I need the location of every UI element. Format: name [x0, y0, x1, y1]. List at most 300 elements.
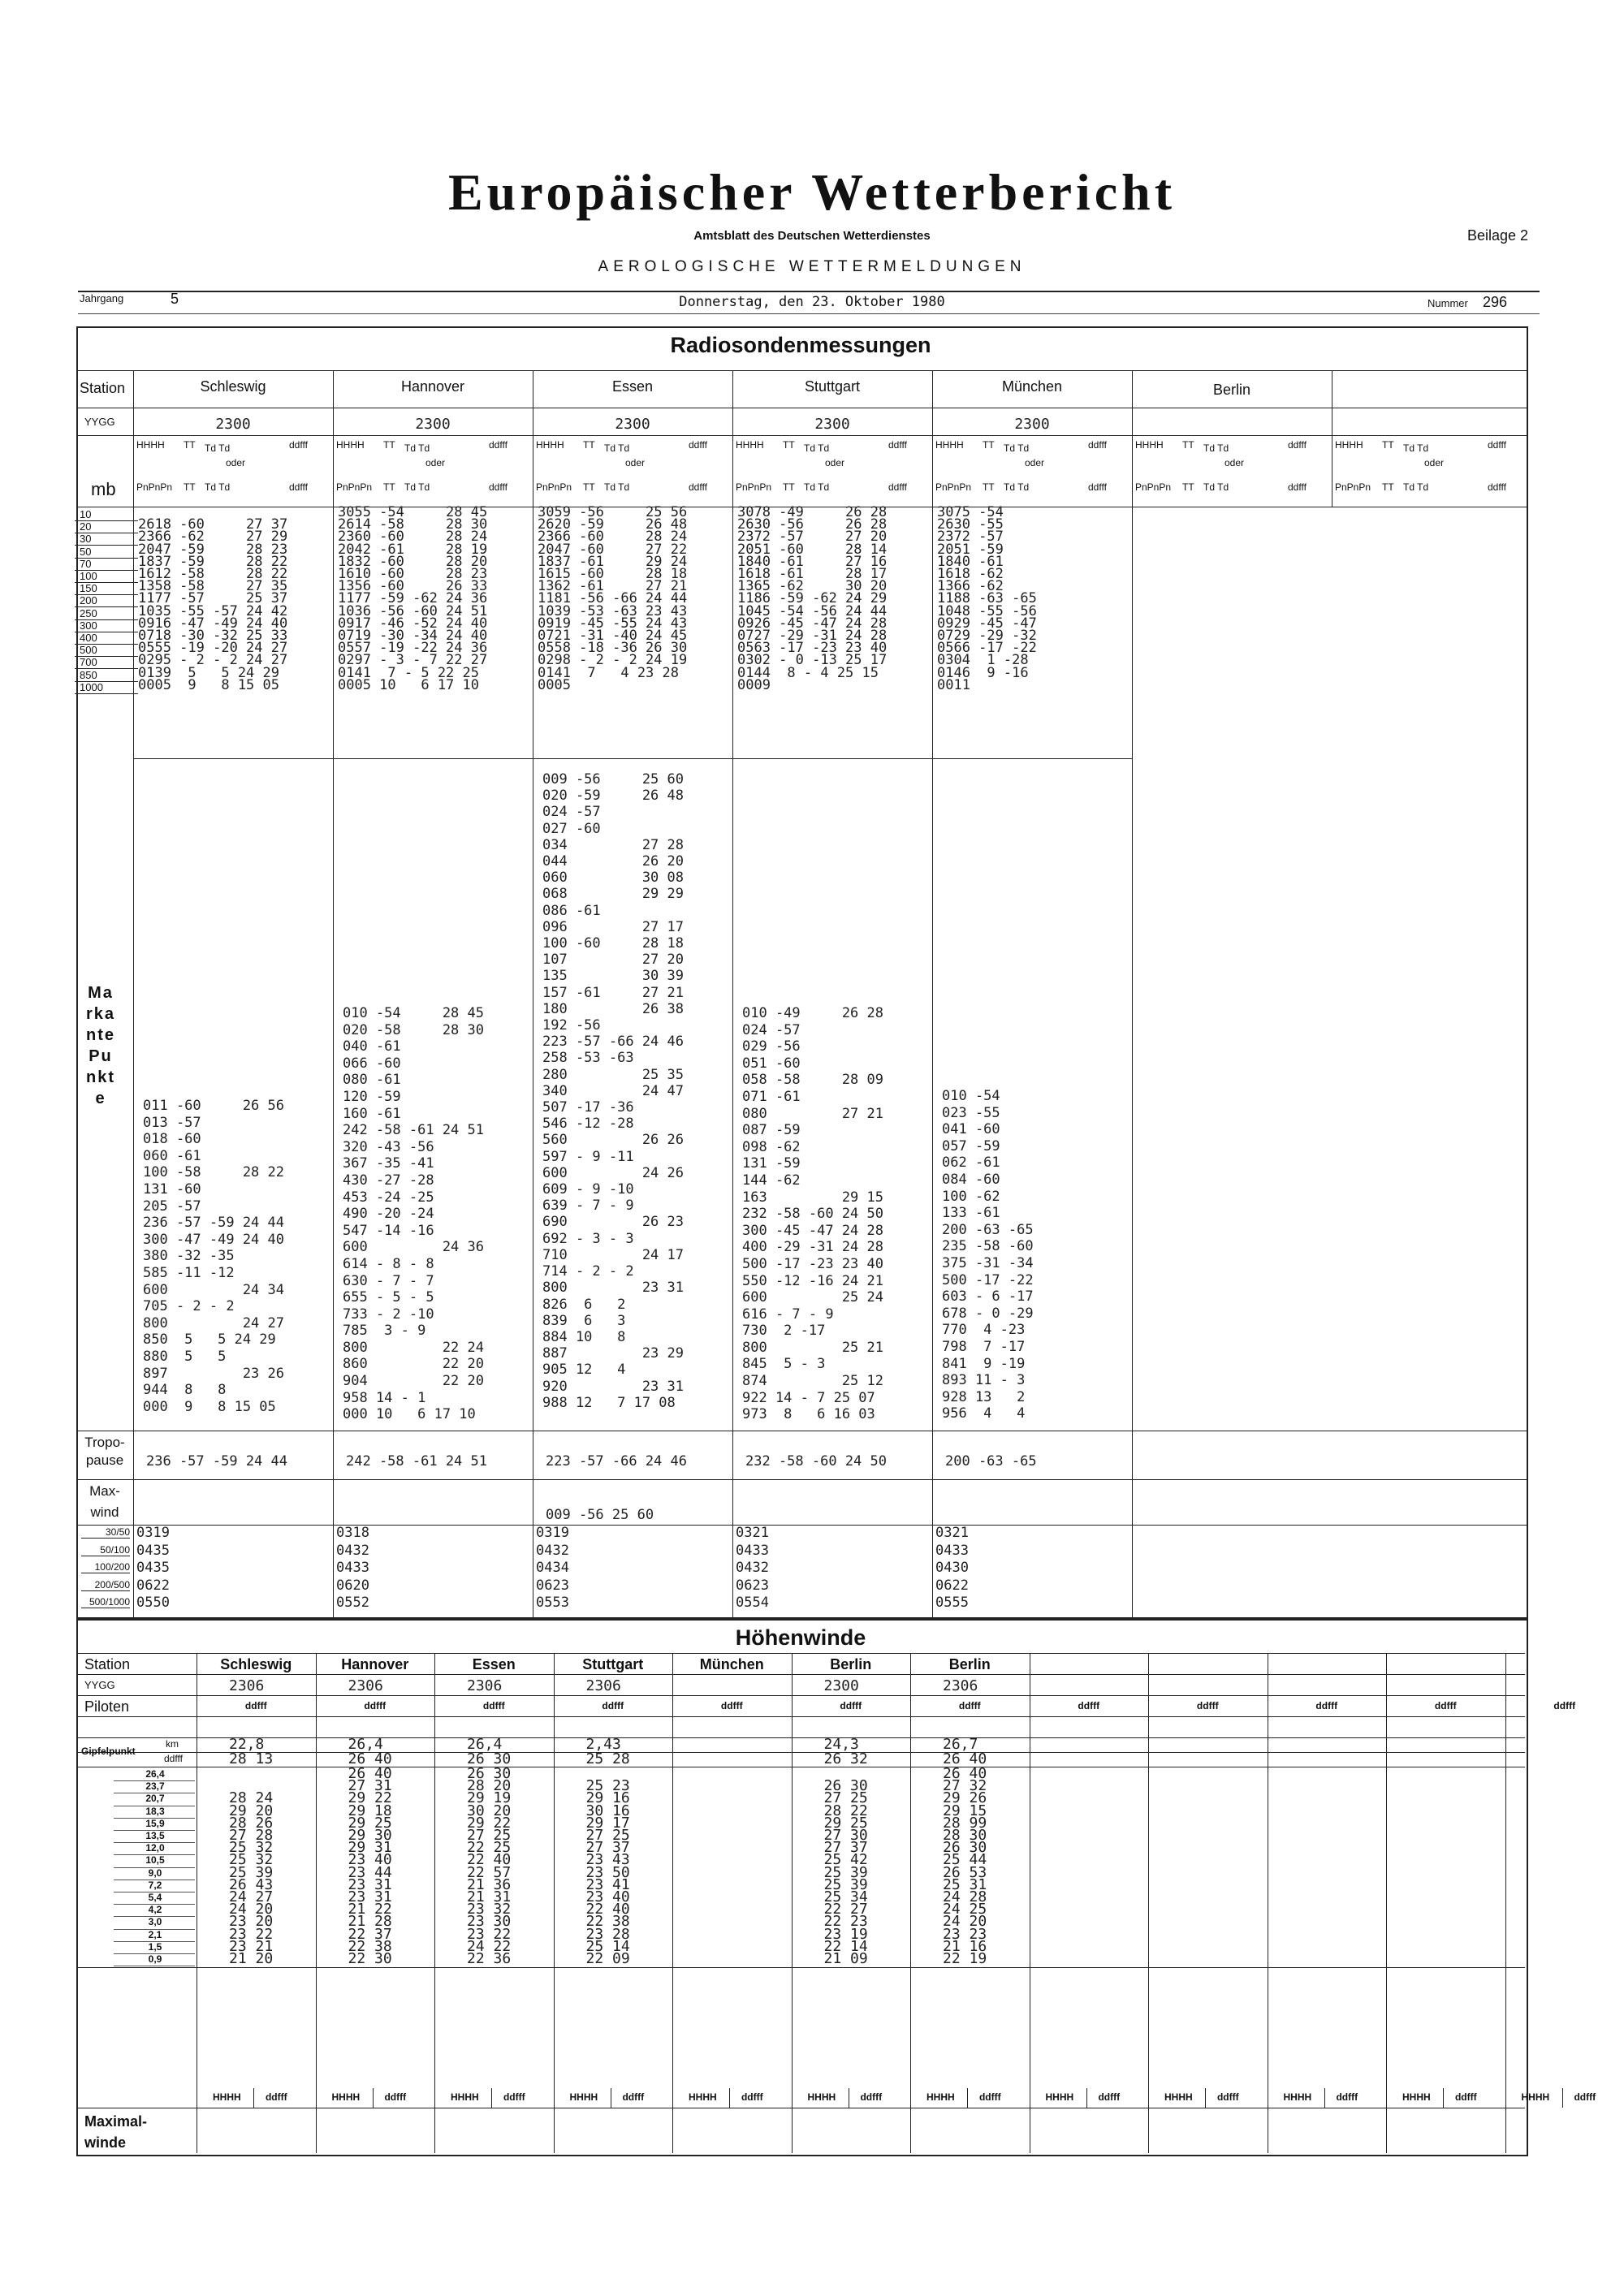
volume-value: 5	[171, 291, 179, 307]
hw-wind: 23 43	[585, 1851, 630, 1869]
rule	[76, 435, 1527, 436]
hw-wind: 22 36	[467, 1950, 512, 1967]
layers-stuttgart: 0321 0433 0432 0623 0554	[736, 1525, 769, 1612]
hw-wind: 23 31	[348, 1875, 392, 1893]
km-level: 18,3	[145, 1805, 165, 1817]
hw-wind: 26 30	[943, 1839, 987, 1857]
hw-wind: 23 28	[585, 1925, 630, 1943]
colhdr-ddfff: ddfff	[1288, 481, 1307, 493]
colhdr-ppp: PnPnPn	[736, 481, 772, 493]
hw-gipfel-dd: 26 32	[823, 1750, 868, 1767]
hw-wind: 24 28	[943, 1888, 987, 1905]
mb-level: 70	[75, 558, 138, 571]
hw-station: München	[699, 1656, 764, 1672]
mb-level: 30	[75, 533, 138, 546]
col-rule	[1205, 2088, 1206, 2108]
station-muenchen: München	[1001, 378, 1063, 395]
mb-level: 150	[75, 582, 138, 595]
hw-wind: 28 22	[823, 1802, 868, 1819]
hw-wind: 25 42	[823, 1851, 868, 1869]
hw-max-hhhh: HHHH	[451, 2091, 479, 2103]
hw-wind: 22 40	[585, 1901, 630, 1918]
hw-max-hhhh: HHHH	[569, 2091, 598, 2103]
colhdr-tdtd: Td Td	[1004, 442, 1030, 454]
colhdr-ddfff: ddfff	[1288, 439, 1307, 451]
hw-wind: 29 20	[229, 1802, 274, 1819]
hw-max-ddfff: ddfff	[1336, 2091, 1358, 2103]
hw-wind: 21 28	[348, 1913, 392, 1931]
col-rule	[1324, 2088, 1325, 2108]
colhdr-oder: oder	[1025, 457, 1045, 468]
col-rule	[333, 370, 334, 1617]
mb-level: 10	[75, 508, 138, 521]
colhdr-tt: TT	[983, 481, 995, 493]
hw-maximal-label: Maximal-winde	[84, 2113, 148, 2151]
col-rule	[792, 1653, 793, 2153]
colhdr-ppp: PnPnPn	[1135, 481, 1172, 493]
colhdr-tt: TT	[184, 439, 196, 451]
yygg-label: YYGG	[84, 416, 115, 428]
number-value: 296	[1483, 294, 1508, 310]
hw-wind: 23 30	[467, 1913, 512, 1931]
colhdr-tt: TT	[583, 481, 595, 493]
hw-wind: 27 25	[467, 1827, 512, 1844]
hw-wind: 29 16	[585, 1789, 630, 1807]
hw-wind: 21 22	[348, 1901, 392, 1918]
colhdr-hhhh: HHHH	[935, 439, 964, 451]
header-rule-2	[78, 313, 1540, 314]
km-level: 4,2	[148, 1904, 162, 1916]
hw-wind: 30 20	[467, 1802, 512, 1819]
hw-max-ddfff: ddfff	[503, 2091, 525, 2103]
colhdr-tt: TT	[383, 439, 395, 451]
station-stuttgart: Stuttgart	[804, 378, 861, 395]
hw-wind: 29 17	[585, 1814, 630, 1832]
hw-station: Stuttgart	[582, 1656, 644, 1672]
hw-wind: 28 20	[467, 1777, 512, 1795]
colhdr-tt: TT	[1382, 481, 1394, 493]
col-rule	[1443, 2088, 1444, 2108]
mb-level: 250	[75, 607, 138, 620]
colhdr-oder: oder	[825, 457, 845, 468]
colhdr-tdtd: Td Td	[1203, 442, 1229, 454]
hw-piloten-ddfff: ddfff	[958, 1700, 981, 1711]
hw-wind: 23 40	[585, 1888, 630, 1905]
rule	[133, 758, 1132, 759]
std-levels-hannover: 3055 -54 28 45 2614 -58 28 30 2360 -60 28 24 2042 -61 28 19 1832 -60 28 20 1610 -60 28 23 1356 -60 26 33 1177 -59 -62 24 36 1036 -56 -60 24 51 0917 -46 -52 24 40 0719 -30 -34 24 40 0557 -19 -22 24 36 0297 - 3 - 7 22 27 0141 7 - 5 22 25 0005 10 6 17 10	[338, 504, 488, 693]
hw-piloten-ddfff: ddfff	[1434, 1700, 1457, 1711]
rule	[78, 1967, 1525, 1968]
colhdr-ddfff: ddfff	[489, 481, 508, 493]
time-stuttgart: 2300	[814, 416, 850, 433]
km-level: 9,0	[148, 1867, 162, 1879]
rule	[76, 1525, 1527, 1526]
hw-wind: 22 30	[348, 1950, 392, 1967]
colhdr-ddfff: ddfff	[888, 481, 907, 493]
hw-wind: 22 25	[467, 1839, 512, 1857]
markante-schleswig: 011 -60 26 56 013 -57 018 -60 060 -61 100 -58 28 22 131 -60 205 -57 236 -57 -59 24 44 300 -47 -49 24 40 380 -32 -35 585 -11 -12 600 24 34 705 - 2 - 2 800 24 27 850 5 5 24 29 880 5 5 897 23 26 944 8 8 000 9 8 15 05	[143, 1098, 284, 1415]
hw-wind: 29 18	[348, 1802, 392, 1819]
hw-wind: 21 36	[467, 1875, 512, 1893]
hw-wind: 26 30	[823, 1777, 868, 1795]
col-rule	[1132, 370, 1133, 1617]
colhdr-oder: oder	[1424, 457, 1445, 468]
hw-wind: 25 31	[943, 1875, 987, 1893]
hw-gipfel-km: 26,7	[943, 1736, 978, 1753]
hw-wind: 25 39	[823, 1875, 868, 1893]
hw-time: 2306	[348, 1677, 383, 1694]
colhdr-tt: TT	[983, 439, 995, 451]
hw-wind: 25 32	[229, 1851, 274, 1869]
colhdr-tdtd: Td Td	[804, 442, 830, 454]
colhdr-ddfff: ddfff	[1088, 481, 1107, 493]
time-essen: 2300	[615, 416, 650, 433]
hw-wind: 26 43	[229, 1875, 274, 1893]
hw-piloten-ddfff: ddfff	[602, 1700, 624, 1711]
km-level: 1,5	[148, 1940, 162, 1953]
hw-time: 2306	[585, 1677, 621, 1694]
colhdr-hhhh: HHHH	[336, 439, 365, 451]
hw-wind: 22 09	[585, 1950, 630, 1967]
mb-level: 1000	[75, 681, 138, 694]
hw-gipfel-dd: 26 30	[467, 1750, 512, 1767]
hw-wind: 27 30	[823, 1827, 868, 1844]
km-level: 13,5	[145, 1830, 165, 1841]
hw-wind: 26 30	[467, 1765, 512, 1782]
hw-wind: 25 14	[585, 1937, 630, 1955]
hw-max-ddfff: ddfff	[741, 2091, 763, 2103]
tropo-stuttgart: 232 -58 -60 24 50	[745, 1453, 887, 1470]
col-rule	[1505, 1653, 1506, 2153]
hw-wind: 22 38	[585, 1913, 630, 1931]
col-rule	[434, 1653, 435, 2153]
hw-gipfel-km: 26,4	[348, 1736, 383, 1753]
colhdr-ddfff: ddfff	[888, 439, 907, 451]
col-rule	[910, 1653, 911, 2153]
rule	[78, 1737, 1525, 1738]
hw-wind: 23 22	[467, 1925, 512, 1943]
colhdr-tt: TT	[1182, 481, 1194, 493]
time-schleswig: 2300	[215, 416, 251, 433]
hw-wind: 29 22	[467, 1814, 512, 1832]
hw-max-hhhh: HHHH	[1045, 2091, 1074, 2103]
hoehenwinde-table	[76, 1617, 1528, 2156]
hw-station: Essen	[472, 1656, 516, 1672]
hw-max-hhhh: HHHH	[926, 2091, 955, 2103]
km-level: 7,2	[148, 1879, 162, 1891]
hw-station: Schleswig	[220, 1656, 292, 1672]
subtitle: Amtsblatt des Deutschen Wetterdienstes	[693, 229, 931, 243]
hw-wind: 30 16	[585, 1802, 630, 1819]
hw-gipfel-km: 2,43	[585, 1736, 621, 1753]
colhdr-tt: TT	[783, 481, 795, 493]
hw-wind: 27 25	[823, 1789, 868, 1807]
hw-wind: 27 28	[229, 1827, 274, 1844]
layers-schleswig: 0319 0435 0435 0622 0550	[136, 1525, 170, 1612]
hw-wind: 25 34	[823, 1888, 868, 1905]
hw-wind: 25 23	[585, 1777, 630, 1795]
hw-piloten-ddfff: ddfff	[1078, 1700, 1100, 1711]
hw-max-ddfff: ddfff	[622, 2091, 645, 2103]
mb-level: 400	[75, 632, 138, 645]
hw-max-ddfff: ddfff	[978, 2091, 1001, 2103]
hw-wind: 29 25	[348, 1814, 392, 1832]
station-schleswig: Schleswig	[200, 378, 266, 395]
rule	[76, 370, 1527, 371]
col-rule	[491, 2088, 492, 2108]
colhdr-ddfff: ddfff	[1088, 439, 1107, 451]
markante-stuttgart: 010 -49 26 28 024 -57 029 -56 051 -60 058 -58 28 09 071 -61 080 27 21 087 -59 098 -62 131 -59 144 -62 163 29 15 232 -58 -60 24 50 300 -45 -47 24 28 400 -29 -31 24 28 500 -17 -23 23 40 550 -12 -16 24 21 600 25 24 616 - 7 - 9 730 2 -17 800 25 21 845 5 - 3 874 25 12 922 14 - 7 25 07 973 8 6 16 03	[742, 1005, 883, 1423]
hw-piloten-ddfff: ddfff	[1553, 1700, 1576, 1711]
col-rule	[1086, 2088, 1087, 2108]
time-muenchen: 2300	[1014, 416, 1050, 433]
layer-label: 100/200	[81, 1561, 130, 1573]
colhdr-ppp: PnPnPn	[536, 481, 572, 493]
hw-station: Hannover	[341, 1656, 409, 1672]
hw-gipfel-km: 24,3	[823, 1736, 859, 1753]
hw-wind: 23 20	[229, 1913, 274, 1931]
rule	[78, 1653, 1525, 1654]
std-levels-stuttgart: 3078 -49 26 28 2630 -56 26 28 2372 -57 27 20 2051 -60 28 14 1840 -61 27 16 1618 -61 28 17 1365 -62 30 20 1186 -59 -62 24 29 1045 -54 -56 24 44 0926 -45 -47 24 28 0727 -29 -31 24 28 0563 -17 -23 23 40 0302 - 0 -13 25 17 0144 8 - 4 25 15 0009	[737, 504, 888, 693]
hw-wind: 27 31	[348, 1777, 392, 1795]
colhdr-ppp: PnPnPn	[136, 481, 173, 493]
colhdr-ddfff: ddfff	[489, 439, 508, 451]
layer-label: 500/1000	[81, 1596, 130, 1608]
col-rule	[1562, 2088, 1563, 2108]
hw-wind: 24 20	[229, 1901, 274, 1918]
hw-wind: 23 41	[585, 1875, 630, 1893]
hw-wind: 24 20	[943, 1913, 987, 1931]
mb-label: mb	[91, 479, 116, 499]
rule	[78, 1674, 1525, 1675]
hw-wind: 22 57	[467, 1863, 512, 1881]
colhdr-tt: TT	[783, 439, 795, 451]
station-hannover: Hannover	[400, 378, 465, 395]
colhdr-tdtd: Td Td	[205, 481, 231, 493]
col-rule	[672, 1653, 673, 2153]
colhdr-hhhh: HHHH	[1135, 439, 1164, 451]
hw-wind: 22 37	[348, 1925, 392, 1943]
hw-piloten-ddfff: ddfff	[1315, 1700, 1338, 1711]
colhdr-tt: TT	[583, 439, 595, 451]
markante-essen: 009 -56 25 60 020 -59 26 48 024 -57 027 -60 034 27 28 044 26 20 060 30 08 068 29 29 086 -61 096 27 17 100 -60 28 18 107 27 20 135 30 39 157 -61 27 21 180 26 38 192 -56 223 -57 -66 24 46 258 -53 -63 280 25 35 340 24 47 507 -17 -36 546 -12 -28 560 26 26 597 - 9 -11 600 24 26 609 - 9 -10 639 - 7 - 9 690 26 23 692 - 3 - 3 710 24 17 714 - 2 - 2 800 23 31 826 6 2 839 6 3 884 10 8 887 23 29 905 12 4 920 23 31 988 12 7 17 08	[542, 771, 684, 1411]
colhdr-tdtd: Td Td	[205, 442, 231, 454]
hw-max-hhhh: HHHH	[807, 2091, 836, 2103]
hw-wind: 27 32	[943, 1777, 987, 1795]
colhdr-tt: TT	[1382, 439, 1394, 451]
std-levels-essen: 3059 -56 25 56 2620 -59 26 48 2366 -60 28 24 2047 -60 27 22 1837 -61 29 24 1615 -60 28 18 1362 -61 27 21 1181 -56 -66 24 44 1039 -53 -63 23 43 0919 -45 -55 24 43 0721 -31 -40 24 45 0558 -18 -36 26 30 0298 - 2 - 2 24 19 0141 7 4 23 28 0005	[538, 504, 688, 693]
hw-piloten-ddfff: ddfff	[482, 1700, 505, 1711]
hw-gipfel-dd: 26 40	[943, 1750, 987, 1767]
col-rule	[316, 1653, 317, 2153]
hw-wind: 29 19	[467, 1789, 512, 1807]
station-berlin: Berlin	[1212, 382, 1251, 398]
colhdr-hhhh: HHHH	[136, 439, 165, 451]
colhdr-hhhh: HHHH	[736, 439, 764, 451]
tropo-schleswig: 236 -57 -59 24 44	[146, 1453, 287, 1470]
supplement-label: Beilage 2	[1466, 227, 1528, 244]
colhdr-ddfff: ddfff	[689, 439, 707, 451]
markante-hannover: 010 -54 28 45 020 -58 28 30 040 -61 066 -60 080 -61 120 -59 160 -61 242 -58 -61 24 51 320 -43 -56 367 -35 -41 430 -27 -28 453 -24 -25 490 -20 -24 547 -14 -16 600 24 36 614 - 8 - 8 630 - 7 - 7 655 - 5 - 5 733 - 2 -10 785 3 - 9 800 22 24 860 22 20 904 22 20 958 14 - 1 000 10 6 17 10	[343, 1005, 484, 1423]
colhdr-hhhh: HHHH	[1335, 439, 1363, 451]
col-rule	[1148, 1653, 1149, 2153]
section-title: AEROLOGISCHE WETTERMELDUNGEN	[598, 258, 1026, 275]
layers-muenchen: 0321 0433 0430 0622 0555	[935, 1525, 969, 1612]
hw-wind: 25 44	[943, 1851, 987, 1869]
hw-wind: 23 23	[943, 1925, 987, 1943]
mb-level: 300	[75, 619, 138, 632]
mb-level: 20	[75, 520, 138, 533]
km-level: 3,0	[148, 1916, 162, 1928]
hw-max-hhhh: HHHH	[331, 2091, 361, 2103]
hw-max-ddfff: ddfff	[265, 2091, 287, 2103]
hw-wind: 23 50	[585, 1863, 630, 1881]
hw-wind: 21 31	[467, 1888, 512, 1905]
colhdr-hhhh: HHHH	[536, 439, 564, 451]
layers-hannover: 0318 0432 0433 0620 0552	[336, 1525, 369, 1612]
hw-piloten-ddfff: ddfff	[1196, 1700, 1219, 1711]
hw-wind: 24 22	[467, 1937, 512, 1955]
hw-gipfel-label: Gipfelpunkt	[81, 1746, 136, 1757]
km-level: 20,7	[145, 1793, 165, 1805]
hw-station: Berlin	[948, 1656, 991, 1672]
hw-wind: 23 31	[348, 1888, 392, 1905]
colhdr-ppp: PnPnPn	[1335, 481, 1371, 493]
markante-muenchen: 010 -54 023 -55 041 -60 057 -59 062 -61 084 -60 100 -62 133 -61 200 -63 -65 235 -58 -60 375 -31 -34 500 -17 -22 603 - 6 -17 678 - 0 -29 770 4 -23 798 7 -17 841 9 -19 893 11 - 3 928 13 2 956 4 4	[942, 1088, 1034, 1422]
std-levels-schleswig: 2618 -60 27 37 2366 -62 27 29 2047 -59 28 23 1837 -59 28 22 1612 -58 28 22 1358 -58 27 35 1177 -57 25 37 1035 -55 -57 24 42 0916 -47 -49 24 40 0718 -30 -32 25 33 0555 -19 -20 24 27 0295 - 2 - 2 24 27 0139 5 5 24 29 0005 9 8 15 05	[138, 516, 288, 693]
colhdr-tt: TT	[184, 481, 196, 493]
hw-max-ddfff: ddfff	[1454, 2091, 1477, 2103]
hw-wind: 23 21	[229, 1937, 274, 1955]
radiosonde-title: Radiosondenmessungen	[670, 333, 931, 357]
hw-max-hhhh: HHHH	[213, 2091, 241, 2103]
maxwind-essen: 009 -56 25 60	[546, 1507, 654, 1523]
hw-time: 2306	[943, 1677, 978, 1694]
km-level: 12,0	[145, 1842, 165, 1854]
col-rule	[729, 2088, 730, 2108]
colhdr-tdtd: Td Td	[1403, 481, 1429, 493]
hw-yygg-label: YYGG	[84, 1679, 115, 1691]
mb-level: 200	[75, 594, 138, 607]
hw-wind: 28 24	[229, 1789, 274, 1807]
hw-max-hhhh: HHHH	[1164, 2091, 1193, 2103]
hw-wind: 24 25	[943, 1901, 987, 1918]
col-rule	[253, 2088, 254, 2108]
hw-wind: 28 26	[229, 1814, 274, 1832]
hw-piloten-label: Piloten	[84, 1698, 130, 1715]
colhdr-tdtd: Td Td	[604, 481, 630, 493]
colhdr-oder: oder	[425, 457, 446, 468]
hw-wind: 22 40	[467, 1851, 512, 1869]
tropo-muenchen: 200 -63 -65	[945, 1453, 1037, 1470]
km-level: 5,4	[148, 1892, 162, 1903]
rule	[78, 1716, 1525, 1717]
colhdr-ddfff: ddfff	[1488, 481, 1506, 493]
mb-level: 50	[75, 546, 138, 559]
hw-wind: 22 23	[823, 1913, 868, 1931]
hw-wind: 29 30	[348, 1827, 392, 1844]
hw-max-hhhh: HHHH	[689, 2091, 717, 2103]
hw-piloten-ddfff: ddfff	[840, 1700, 862, 1711]
layers-essen: 0319 0432 0434 0623 0553	[536, 1525, 569, 1612]
colhdr-ddfff: ddfff	[289, 439, 308, 451]
hw-max-ddfff: ddfff	[1216, 2091, 1239, 2103]
colhdr-tdtd: Td Td	[1403, 442, 1429, 454]
hw-wind: 27 37	[585, 1839, 630, 1857]
hw-wind: 22 14	[823, 1937, 868, 1955]
hw-piloten-ddfff: ddfff	[364, 1700, 387, 1711]
maxwind-label: Max-wind	[89, 1483, 120, 1520]
hw-wind: 24 27	[229, 1888, 274, 1905]
hw-wind: 25 39	[229, 1863, 274, 1881]
hw-wind: 27 37	[823, 1839, 868, 1857]
tropopause-label: Tropo-pause	[84, 1435, 125, 1468]
markante-label: Markante Punkte	[85, 984, 116, 1107]
km-level: 2,1	[148, 1928, 162, 1940]
hw-max-hhhh: HHHH	[1402, 2091, 1431, 2103]
colhdr-ddfff: ddfff	[689, 481, 707, 493]
col-rule	[373, 2088, 374, 2108]
hw-wind: 29 25	[823, 1814, 868, 1832]
hw-wind: 28 99	[943, 1814, 987, 1832]
page-title: Europäischer Wetterbericht	[447, 163, 1177, 221]
hw-piloten-ddfff: ddfff	[720, 1700, 743, 1711]
hw-wind: 22 27	[823, 1901, 868, 1918]
mb-level: 500	[75, 644, 138, 657]
colhdr-oder: oder	[625, 457, 646, 468]
hw-piloten-ddfff: ddfff	[244, 1700, 267, 1711]
col-rule	[554, 1653, 555, 2153]
hw-gipfel-dd: 28 13	[229, 1750, 274, 1767]
hw-wind: 25 39	[823, 1863, 868, 1881]
hw-wind: 23 19	[823, 1925, 868, 1943]
number-label: Nummer	[1427, 297, 1468, 309]
col-rule	[967, 2088, 968, 2108]
hw-gipfel-dd: 25 28	[585, 1750, 630, 1767]
colhdr-tdtd: Td Td	[804, 481, 830, 493]
colhdr-tdtd: Td Td	[604, 442, 630, 454]
km-level: 15,9	[145, 1817, 165, 1829]
hw-max-ddfff: ddfff	[1574, 2091, 1596, 2103]
hw-wind: 29 31	[348, 1839, 392, 1857]
hw-wind: 29 15	[943, 1802, 987, 1819]
colhdr-oder: oder	[1224, 457, 1245, 468]
hw-station-label: Station	[84, 1656, 131, 1672]
hoehenwinde-title: Höhenwinde	[735, 1625, 866, 1650]
layer-label: 50/100	[81, 1544, 130, 1556]
colhdr-ddfff: ddfff	[289, 481, 308, 493]
hw-time: 2300	[823, 1677, 859, 1694]
tropo-hannover: 242 -58 -61 24 51	[346, 1453, 487, 1470]
header-rule	[78, 291, 1540, 292]
time-hannover: 2300	[415, 416, 451, 433]
hw-gipfel-km: 26,4	[467, 1736, 503, 1753]
col-rule	[732, 370, 733, 1617]
hw-wind: 26 40	[943, 1765, 987, 1782]
col-rule	[1386, 1653, 1387, 2153]
hw-wind: 23 22	[229, 1925, 274, 1943]
rule	[78, 1695, 1525, 1696]
station-essen: Essen	[611, 378, 654, 395]
colhdr-tt: TT	[383, 481, 395, 493]
hw-station: Berlin	[830, 1656, 872, 1672]
colhdr-ppp: PnPnPn	[336, 481, 373, 493]
station-label: Station	[80, 380, 126, 396]
hw-wind: 26 40	[348, 1765, 392, 1782]
std-levels-muenchen: 3075 -54 2630 -55 2372 -57 2051 -59 1840 -61 1618 -62 1366 -62 1188 -63 -65 1048 -55 -56 0929 -45 -47 0729 -29 -32 0566 -17 -22 0304 1 -28 0146 9 -16 0011	[937, 504, 1037, 693]
mb-level: 100	[75, 570, 138, 583]
hw-time: 2306	[467, 1677, 503, 1694]
